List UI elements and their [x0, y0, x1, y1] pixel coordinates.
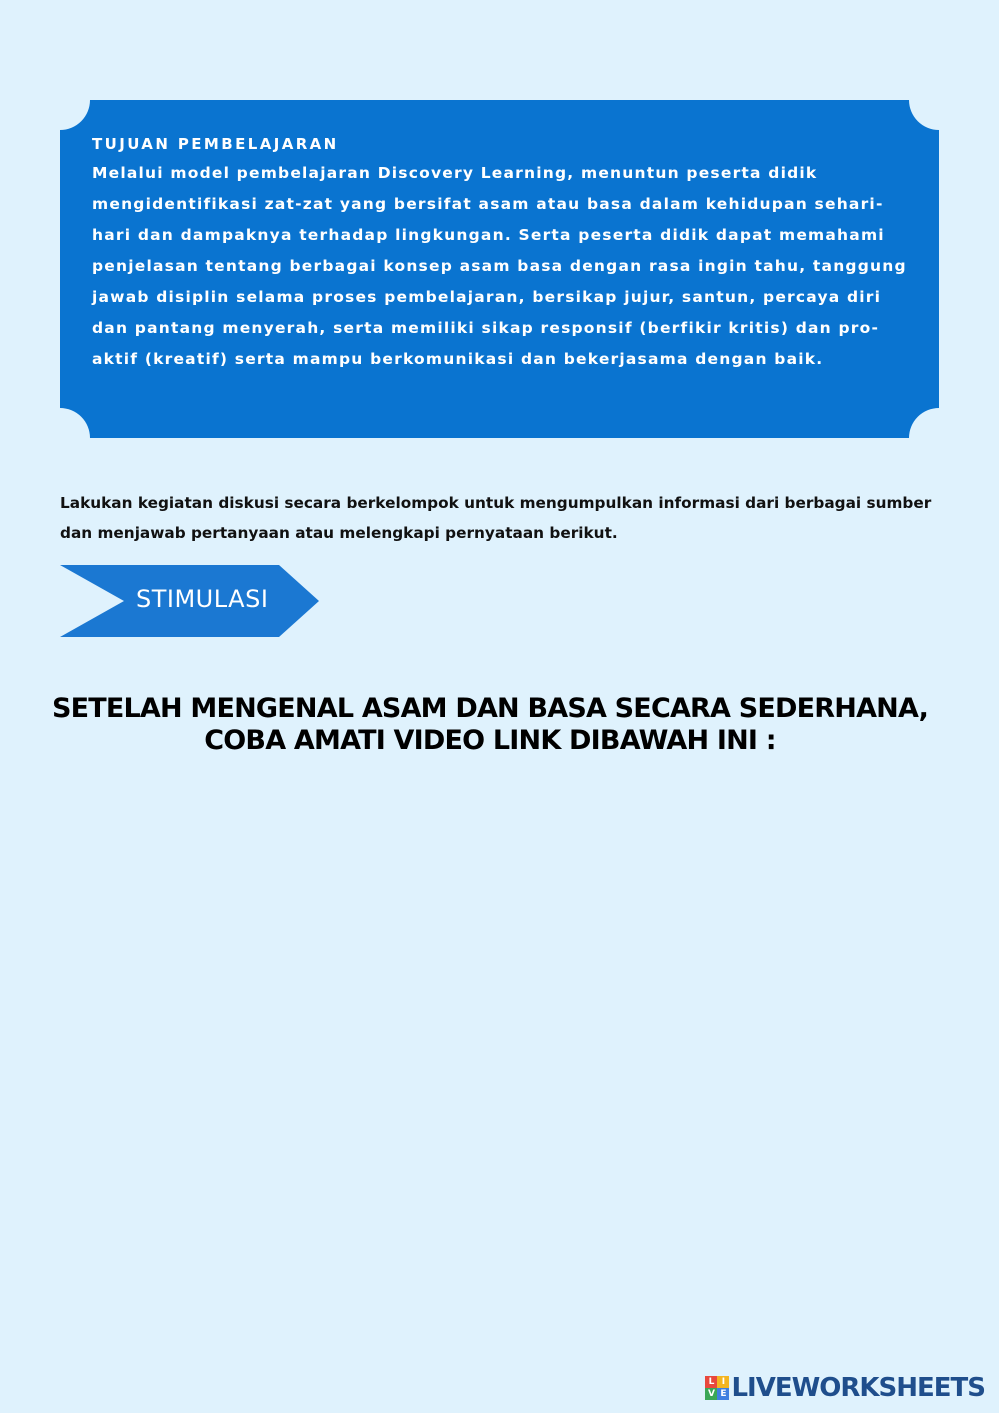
logo-letter-v: V — [705, 1388, 717, 1400]
stimulus-banner — [60, 565, 319, 637]
heading-line-1: SETELAH MENGENAL ASAM DAN BASA SECARA SEDERHANA, — [51, 693, 929, 724]
brand-wordmark: LIVEWORKSHEETS — [731, 1373, 985, 1403]
instruction-text: Lakukan kegiatan diskusi secara berkelompok untuk mengumpulkan informasi dari berbagai sumber dan menjawab pertanyaan atau melengkapi pernyataan berikut. — [60, 494, 932, 542]
logo-letter-i: I — [717, 1376, 729, 1388]
section-heading — [40, 693, 940, 757]
liveworksheets-brand[interactable] — [705, 1373, 985, 1403]
objective-body: Melalui model pembelajaran Discovery Learning, menuntun peserta didik mengidentifikasi zat-zat yang bersifat asam atau basa dalam kehidupan sehari-hari dan dampaknya terhadap lingkungan. Serta peserta didik dapat memahami penjelasan tentang berbagai konsep asam basa dengan rasa ingin tahu, tanggung jawab disiplin selama proses pembelajaran, bersikap jujur, santun, percaya diri dan pantang menyerah, serta memiliki sikap responsif (berfikir kritis) dan pro-aktif (kreatif) serta mampu berkomunikasi dan bekerjasama dengan baik. — [92, 164, 907, 368]
liveworksheets-logo-icon — [705, 1376, 729, 1400]
logo-letter-e: E — [717, 1388, 729, 1400]
logo-letter-l: L — [705, 1376, 717, 1388]
objective-text-block — [92, 130, 922, 375]
stimulus-label: STIMULASI — [136, 585, 269, 613]
learning-objectives-card — [60, 100, 939, 438]
heading-line-2: COBA AMATI VIDEO LINK DIBAWAH INI : — [204, 725, 776, 756]
objective-title: TUJUAN PEMBELAJARAN — [92, 135, 339, 153]
